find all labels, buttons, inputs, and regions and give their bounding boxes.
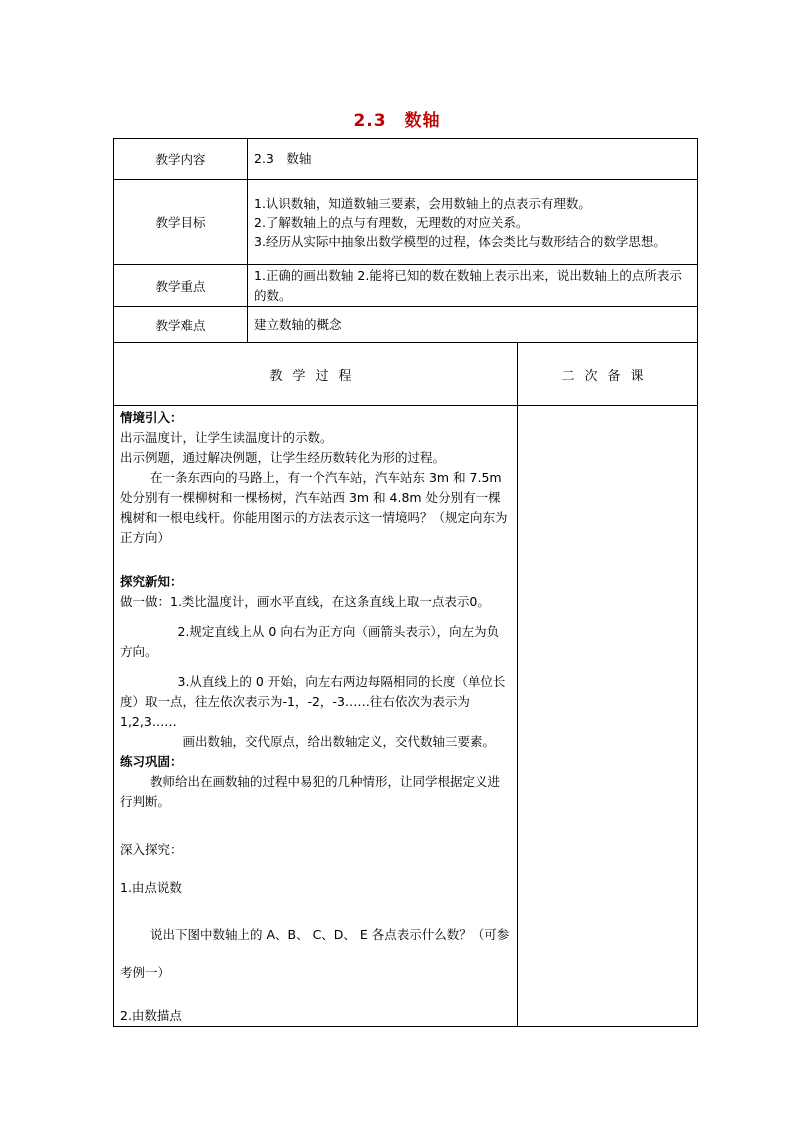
row-teaching-content xyxy=(114,139,698,180)
header-second-preparation: 二次备课 xyxy=(518,343,698,406)
intro-line-2: 出示例题，通过解决例题，让学生经历数转化为形的过程。 xyxy=(120,450,446,465)
deep-heading: 深入探究： xyxy=(120,842,183,857)
value-difficulty: 建立数轴的概念 xyxy=(248,307,698,343)
label-difficulty: 教学难点 xyxy=(114,307,248,343)
header-teaching-process: 教学过程 xyxy=(114,343,518,406)
deep-item-2: 2.由数描点 xyxy=(120,1008,182,1023)
deep-item-1-text: 说出下图中数轴上的 A、B、 C、D、 E 各点表示什么数？（可参考例一） xyxy=(120,927,510,980)
goal-item-2: 2.了解数轴上的点与有理数，无理数的对应关系。 xyxy=(254,214,529,230)
value-teaching-goals xyxy=(248,180,698,265)
row-teaching-goals xyxy=(114,180,698,265)
value-teaching-content: 2.3 数轴 xyxy=(248,139,698,180)
goal-item-1: 1.认识数轴，知道数轴三要素，会用数轴上的点表示有理数。 xyxy=(254,195,591,211)
explore-step-3: 3.从直线上的 0 开始，向左右两边每隔相同的长度（单位长度）取一点，往左依次表示为-1，-2，-3……往右依次为表示为 1,2,3…… xyxy=(120,674,506,729)
explore-step-2: 2.规定直线上从 0 向右为正方向（画箭头表示），向左为负方向。 xyxy=(120,624,500,659)
teaching-process-content xyxy=(114,406,518,1027)
label-teaching-goals: 教学目标 xyxy=(114,180,248,265)
intro-example: 在一条东西向的马路上，有一个汽车站，汽车站东 3m 和 7.5m 处分别有一棵柳树和一棵杨树，汽车站西 3m 和 4.8m 处分别有一棵槐树和一根电线杆。你能用图示的方法表示这一情境吗？（规定向东为正方向） xyxy=(120,470,508,545)
goal-item-3: 3.经历从实际中抽象出数学模型的过程，体会类比与数形结合的数学思想。 xyxy=(254,233,666,249)
second-preparation-area xyxy=(518,406,698,1027)
label-teaching-content: 教学内容 xyxy=(114,139,248,180)
row-process-body xyxy=(114,406,698,1027)
lesson-plan-table xyxy=(113,138,698,1027)
practice-text: 教师给出在画数轴的过程中易犯的几种情形，让同学根据定义进行判断。 xyxy=(120,774,501,809)
label-key-points: 教学重点 xyxy=(114,265,248,307)
value-key-points: 1.正确的画出数轴 2.能将已知的数在数轴上表示出来，说出数轴上的点所表示的数。 xyxy=(248,265,698,307)
explore-step-1: 做一做：1.类比温度计，画水平直线，在这条直线上取一点表示0。 xyxy=(120,594,490,609)
row-key-points xyxy=(114,265,698,307)
intro-heading: 情境引入： xyxy=(120,410,183,425)
page-title: 2.3 数轴 xyxy=(353,111,441,131)
practice-heading: 练习巩固： xyxy=(120,754,183,769)
explore-step-4: 画出数轴，交代原点，给出数轴定义，交代数轴三要素。 xyxy=(182,734,496,749)
deep-item-1: 1.由点说数 xyxy=(120,880,182,895)
row-process-header xyxy=(114,343,698,406)
row-difficulty xyxy=(114,307,698,343)
intro-line-1: 出示温度计，让学生读温度计的示数。 xyxy=(120,430,333,445)
explore-heading: 探究新知： xyxy=(120,574,183,589)
